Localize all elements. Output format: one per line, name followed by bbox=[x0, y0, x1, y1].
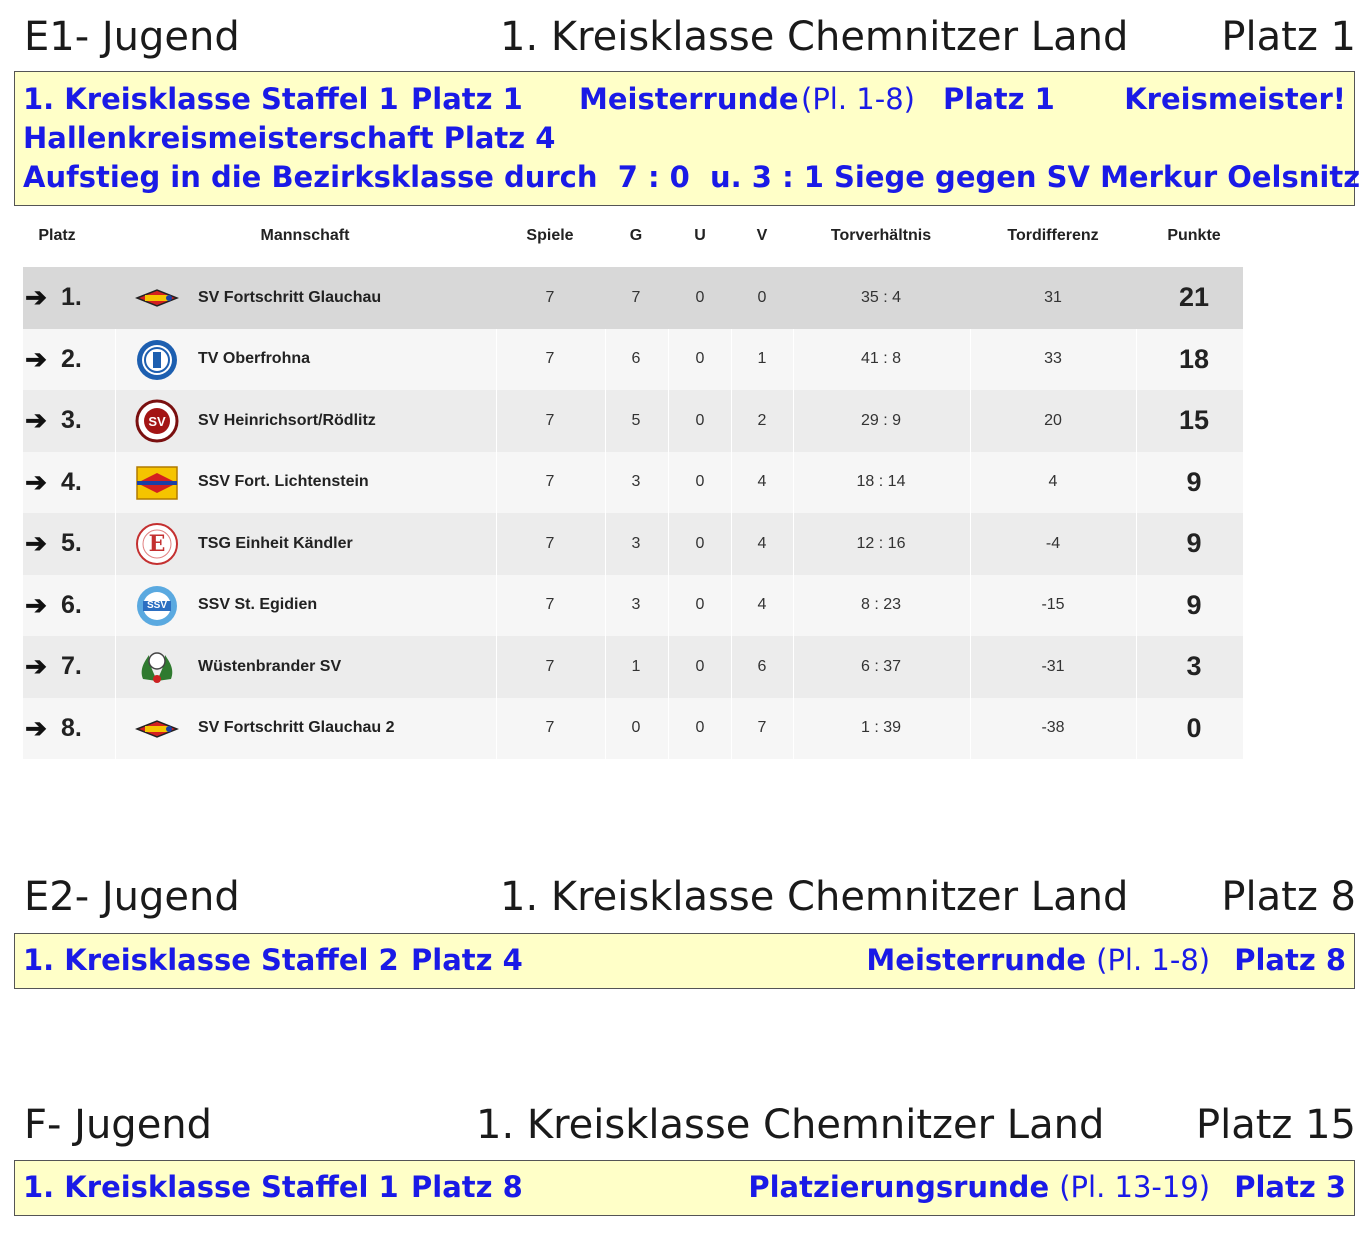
column-divider bbox=[970, 329, 971, 391]
cell-tore: 35 : 4 bbox=[860, 288, 902, 306]
cell-g: 3 bbox=[631, 473, 641, 491]
table-row bbox=[23, 636, 1243, 698]
team-name[interactable]: SV Fortschritt Glauchau bbox=[198, 288, 382, 306]
team-name[interactable]: SV Fortschritt Glauchau 2 bbox=[198, 719, 395, 737]
cell-punkte: 9 bbox=[1186, 589, 1202, 620]
e2-staffel-place: Platz 4 bbox=[411, 943, 523, 977]
team-name[interactable]: TSG Einheit Kändler bbox=[198, 534, 353, 552]
cell-tore: 18 : 14 bbox=[856, 473, 906, 491]
e2-staffel: 1. Kreisklasse Staffel 2 bbox=[23, 943, 399, 977]
cell-v: 4 bbox=[757, 534, 767, 552]
column-divider bbox=[115, 513, 116, 575]
header-platz: Platz bbox=[38, 227, 76, 244]
table-row bbox=[23, 575, 1243, 637]
cell-u: 0 bbox=[695, 288, 705, 306]
column-divider bbox=[115, 390, 116, 452]
egidien-logo bbox=[135, 584, 179, 628]
arrow-right-icon: ➔ bbox=[25, 405, 47, 436]
column-divider bbox=[970, 636, 971, 698]
cell-g: 0 bbox=[631, 719, 641, 737]
e1-aufstieg: Aufstieg in die Bezirksklasse durch 7 : 0 u. 3 : 1 Siege gegen SV Merkur Oelsnitz bbox=[23, 160, 1361, 194]
cell-spiele: 7 bbox=[545, 719, 555, 737]
header-u: U bbox=[694, 227, 706, 244]
cell-diff: 33 bbox=[1044, 350, 1062, 368]
cell-tore: 12 : 16 bbox=[856, 534, 906, 552]
column-divider bbox=[115, 452, 116, 514]
arrow-right-icon: ➔ bbox=[25, 282, 47, 313]
e2-team-title: E2- Jugend bbox=[24, 874, 240, 920]
f-place-title: Platz 15 bbox=[1195, 1102, 1356, 1148]
column-divider bbox=[970, 698, 971, 760]
oberfrohna-logo bbox=[135, 338, 179, 382]
cell-v: 4 bbox=[757, 473, 767, 491]
cell-spiele: 7 bbox=[545, 473, 555, 491]
cell-diff: 4 bbox=[1048, 473, 1058, 491]
e2-round-place: Platz 8 bbox=[1234, 943, 1346, 977]
team-name[interactable]: TV Oberfrohna bbox=[198, 350, 311, 368]
e2-heading bbox=[24, 874, 1356, 920]
cell-u: 0 bbox=[695, 657, 705, 675]
cell-u: 0 bbox=[695, 411, 705, 429]
arrow-right-icon: ➔ bbox=[25, 466, 47, 497]
cell-diff: -38 bbox=[1041, 719, 1065, 737]
cell-tore: 29 : 9 bbox=[860, 411, 902, 429]
column-divider bbox=[970, 390, 971, 452]
header-punkte: Punkte bbox=[1167, 227, 1221, 244]
logo-text: SSV bbox=[146, 600, 167, 611]
e1-team-title: E1- Jugend bbox=[24, 14, 240, 60]
team-name[interactable]: SV Heinrichsort/Rödlitz bbox=[198, 411, 376, 429]
header-tordifferenz: Tordifferenz bbox=[1007, 227, 1099, 244]
rank: 4. bbox=[61, 467, 82, 496]
e1-round: Meisterrunde bbox=[579, 82, 799, 116]
cell-spiele: 7 bbox=[545, 350, 555, 368]
cell-g: 7 bbox=[631, 288, 641, 306]
cell-punkte: 9 bbox=[1186, 466, 1202, 497]
e2-place-title: Platz 8 bbox=[1221, 874, 1356, 920]
e1-hallen: Hallenkreismeisterschaft Platz 4 bbox=[23, 121, 556, 155]
arrow-right-icon: ➔ bbox=[25, 343, 47, 374]
logo-text: SV bbox=[148, 413, 166, 429]
cell-diff: -4 bbox=[1045, 534, 1061, 552]
cell-tore: 8 : 23 bbox=[860, 596, 902, 614]
f-round: Platzierungsrunde bbox=[748, 1170, 1050, 1204]
cell-v: 6 bbox=[757, 657, 767, 675]
rank: 8. bbox=[61, 713, 82, 742]
column-divider bbox=[115, 575, 116, 637]
f-heading bbox=[24, 1102, 1356, 1148]
cell-u: 0 bbox=[695, 473, 705, 491]
kaendler-logo bbox=[135, 522, 179, 566]
cell-spiele: 7 bbox=[545, 596, 555, 614]
header-v: V bbox=[756, 227, 768, 244]
arrow-right-icon: ➔ bbox=[25, 651, 47, 682]
e1-place-title: Platz 1 bbox=[1221, 14, 1356, 60]
table-row bbox=[23, 329, 1243, 391]
cell-g: 3 bbox=[631, 534, 641, 552]
cell-v: 7 bbox=[757, 719, 767, 737]
sv-heinrichsort-logo bbox=[135, 399, 179, 443]
cell-u: 0 bbox=[695, 534, 705, 552]
cell-punkte: 15 bbox=[1178, 405, 1210, 436]
e2-round: Meisterrunde bbox=[866, 943, 1087, 977]
cell-u: 0 bbox=[695, 350, 705, 368]
cell-punkte: 18 bbox=[1178, 343, 1210, 374]
cell-v: 1 bbox=[757, 350, 767, 368]
e2-round-group bbox=[866, 943, 1346, 977]
e1-heading bbox=[24, 14, 1356, 60]
column-divider bbox=[115, 698, 116, 760]
header-torverhaeltnis: Torverhältnis bbox=[830, 227, 932, 244]
cell-diff: -31 bbox=[1041, 657, 1065, 675]
arrow-right-icon: ➔ bbox=[25, 589, 47, 620]
cell-punkte: 0 bbox=[1186, 712, 1202, 743]
cell-u: 0 bbox=[695, 719, 705, 737]
f-round-place: Platz 3 bbox=[1234, 1170, 1346, 1204]
f-team-title: F- Jugend bbox=[24, 1102, 213, 1148]
cell-tore: 1 : 39 bbox=[860, 719, 902, 737]
column-divider bbox=[115, 329, 116, 391]
cell-punkte: 21 bbox=[1178, 282, 1210, 313]
rank: 6. bbox=[61, 590, 82, 619]
e1-staffel-place: Platz 1 bbox=[411, 82, 523, 116]
cell-tore: 41 : 8 bbox=[860, 350, 902, 368]
rank: 2. bbox=[61, 344, 82, 373]
team-name[interactable]: SSV Fort. Lichtenstein bbox=[198, 473, 369, 491]
f-round-group bbox=[748, 1170, 1346, 1204]
table-row bbox=[23, 267, 1243, 329]
table-row bbox=[23, 390, 1243, 452]
cell-punkte: 3 bbox=[1186, 651, 1202, 682]
cell-diff: 20 bbox=[1044, 411, 1062, 429]
glauchau-logo bbox=[135, 276, 179, 320]
column-divider bbox=[970, 575, 971, 637]
wuestenbrand-logo bbox=[135, 645, 179, 689]
table-row bbox=[23, 513, 1243, 575]
cell-v: 2 bbox=[757, 411, 767, 429]
cell-g: 1 bbox=[631, 657, 641, 675]
team-name[interactable]: Wüstenbrander SV bbox=[198, 657, 342, 675]
rank: 1. bbox=[61, 283, 82, 312]
cell-tore: 6 : 37 bbox=[860, 657, 902, 675]
e2-league-title: 1. Kreisklasse Chemnitzer Land bbox=[500, 874, 1129, 920]
cell-v: 4 bbox=[757, 596, 767, 614]
f-round-range: (Pl. 13-19) bbox=[1059, 1170, 1211, 1204]
table-row bbox=[23, 698, 1243, 760]
e1-staffel: 1. Kreisklasse Staffel 1 bbox=[23, 82, 399, 116]
cell-spiele: 7 bbox=[545, 411, 555, 429]
column-divider bbox=[115, 636, 116, 698]
rank: 3. bbox=[61, 406, 82, 435]
f-league-title: 1. Kreisklasse Chemnitzer Land bbox=[476, 1102, 1105, 1148]
logo-text: E bbox=[148, 531, 166, 557]
cell-g: 3 bbox=[631, 596, 641, 614]
e1-round-range: (Pl. 1-8) bbox=[801, 82, 915, 116]
f-staffel-place: Platz 8 bbox=[411, 1170, 523, 1204]
header-spiele: Spiele bbox=[526, 227, 574, 244]
e1-round-place: Platz 1 bbox=[943, 82, 1055, 116]
arrow-right-icon: ➔ bbox=[25, 528, 47, 559]
f-staffel: 1. Kreisklasse Staffel 1 bbox=[23, 1170, 399, 1204]
arrow-right-icon: ➔ bbox=[25, 712, 47, 743]
header-mannschaft: Mannschaft bbox=[260, 227, 350, 244]
column-divider bbox=[970, 513, 971, 575]
glauchau-logo bbox=[135, 707, 179, 751]
cell-v: 0 bbox=[757, 288, 767, 306]
cell-spiele: 7 bbox=[545, 657, 555, 675]
cell-g: 5 bbox=[631, 411, 641, 429]
team-name[interactable]: SSV St. Egidien bbox=[198, 596, 318, 614]
lichtenstein-logo bbox=[135, 461, 179, 505]
e1-info-box bbox=[14, 71, 1361, 206]
header-g: G bbox=[629, 227, 643, 244]
e1-title: Kreismeister! bbox=[1124, 82, 1346, 116]
e2-info-box bbox=[14, 933, 1355, 989]
column-divider bbox=[970, 452, 971, 514]
e1-league-title: 1. Kreisklasse Chemnitzer Land bbox=[500, 14, 1129, 60]
cell-u: 0 bbox=[695, 596, 705, 614]
cell-g: 6 bbox=[631, 350, 641, 368]
rank: 7. bbox=[61, 652, 82, 681]
e2-round-range: (Pl. 1-8) bbox=[1096, 943, 1211, 977]
cell-spiele: 7 bbox=[545, 534, 555, 552]
cell-diff: -15 bbox=[1041, 596, 1065, 614]
rank: 5. bbox=[61, 529, 82, 558]
cell-diff: 31 bbox=[1044, 288, 1062, 306]
cell-punkte: 9 bbox=[1186, 528, 1202, 559]
f-info-box bbox=[14, 1160, 1355, 1216]
table-header bbox=[23, 218, 1243, 256]
table-row bbox=[23, 452, 1243, 514]
cell-spiele: 7 bbox=[545, 288, 555, 306]
